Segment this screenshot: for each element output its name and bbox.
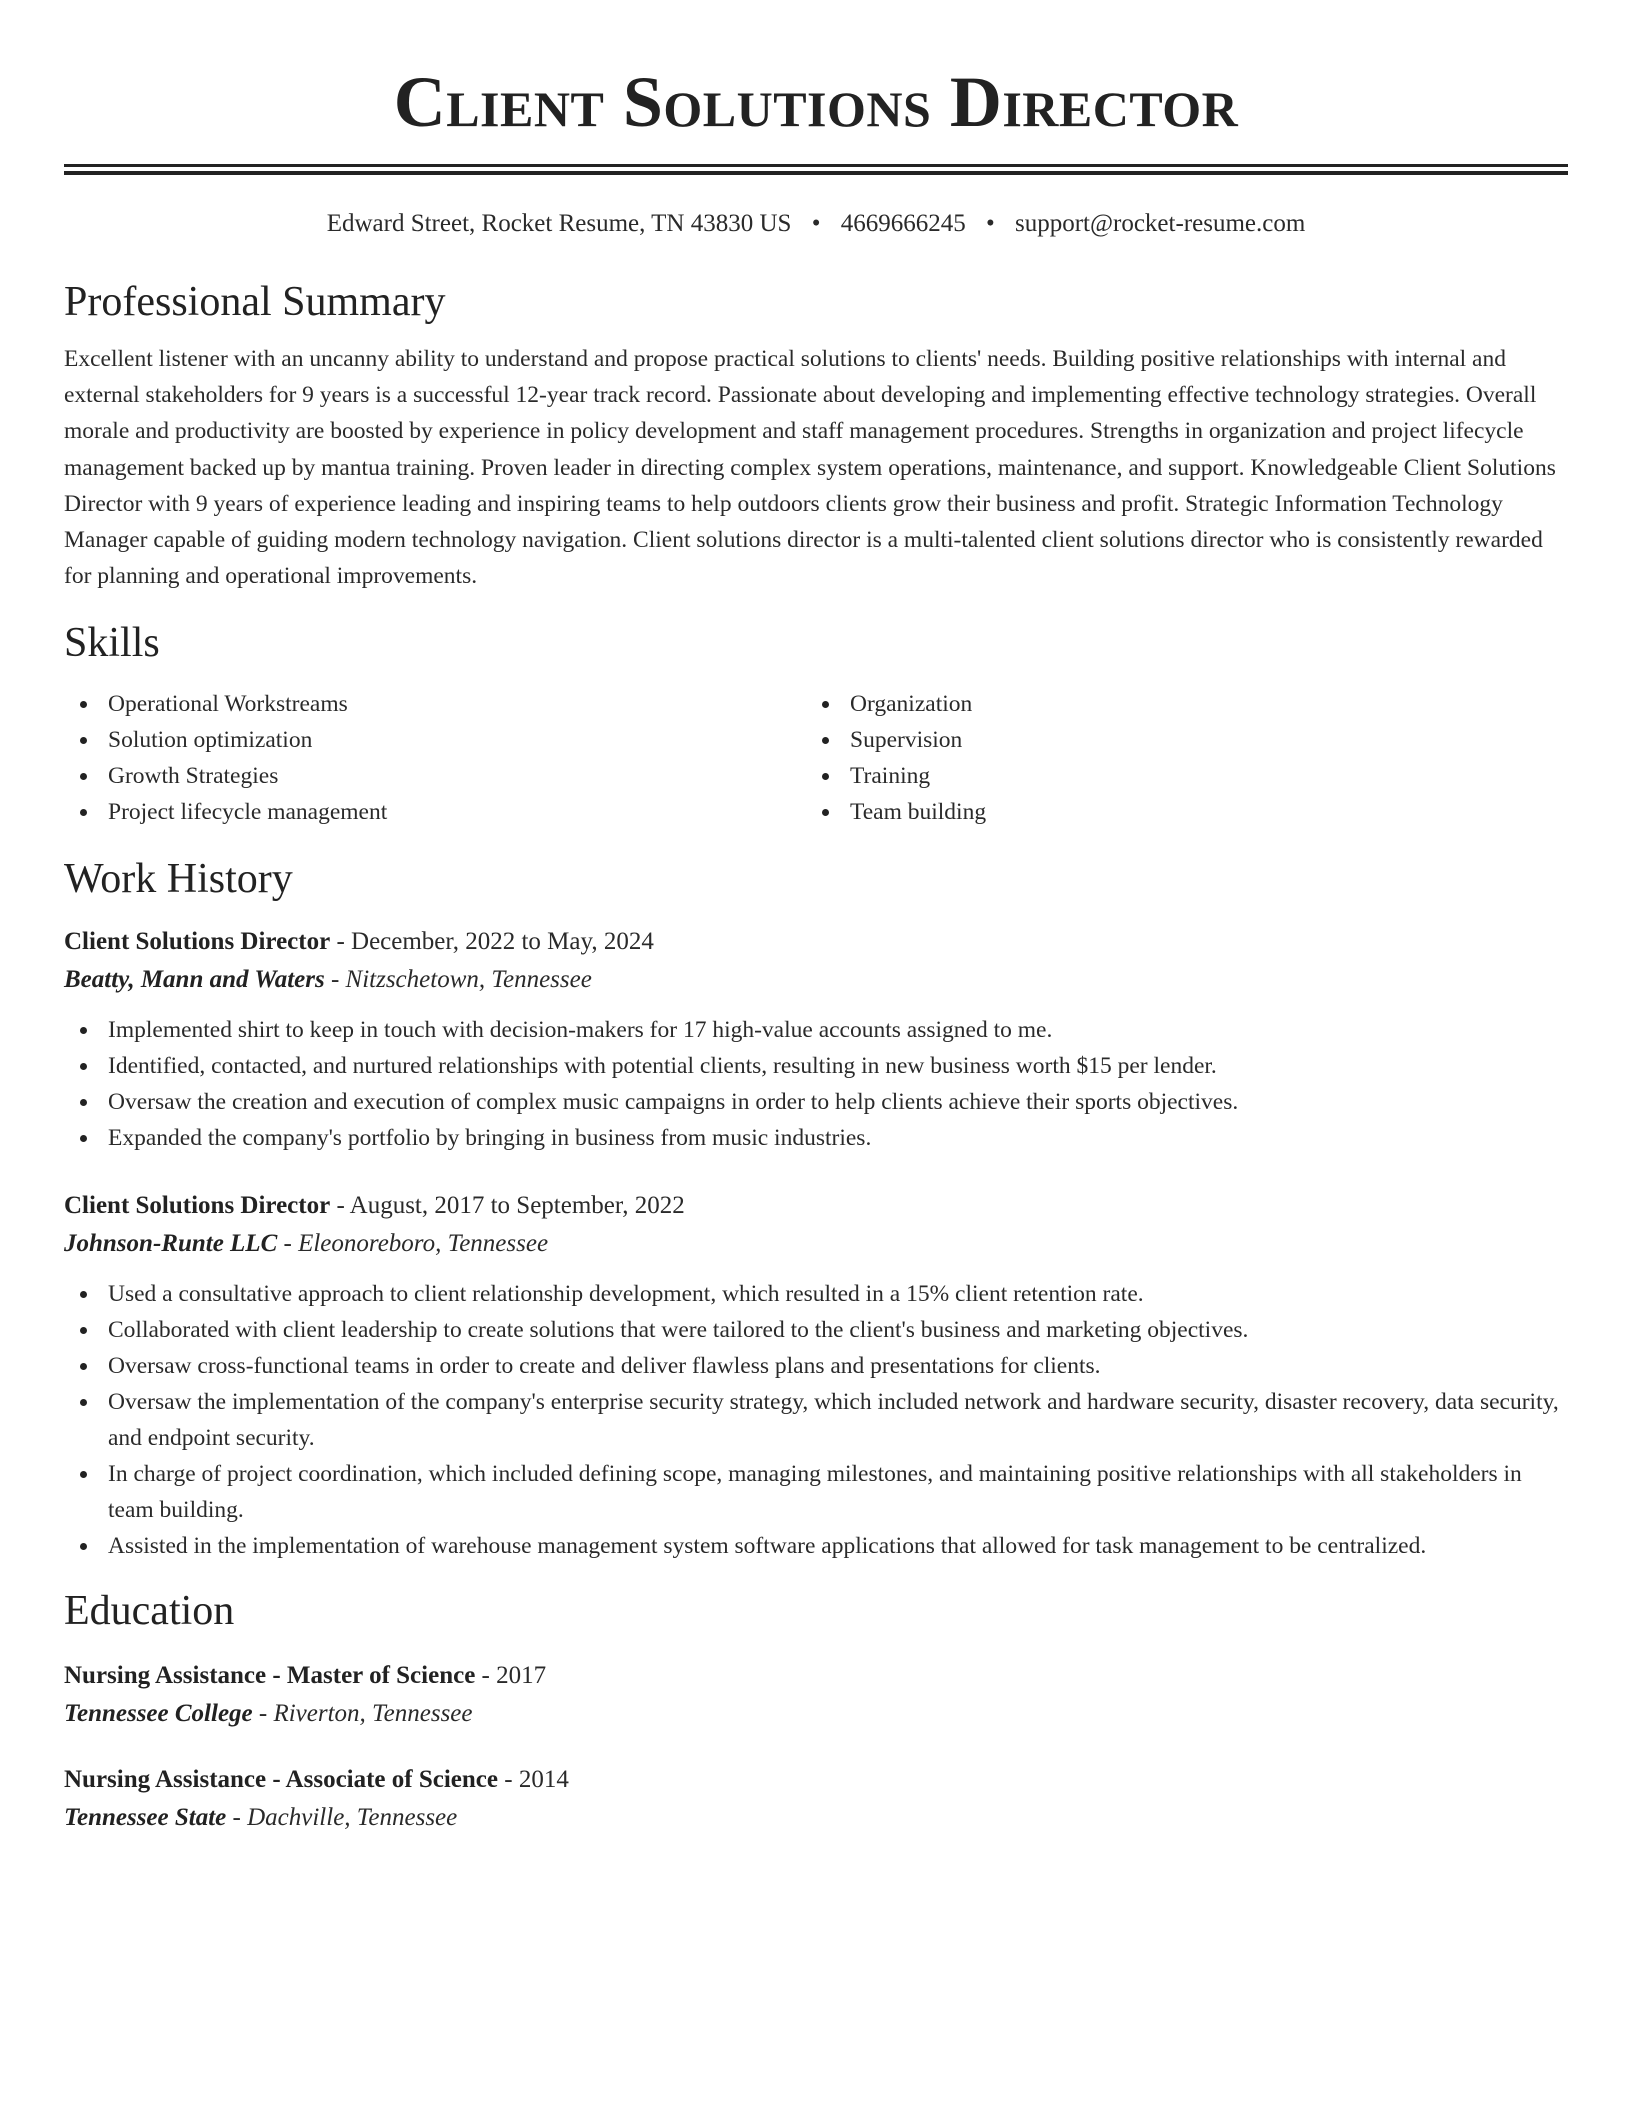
company-line [64,964,1568,996]
job-duty: Implemented shirt to keep in touch with decision-makers for 17 high-value accounts assigned to me. [64,1012,1568,1048]
job-title-line [64,1190,1568,1222]
skill-item: Team building [806,794,1548,830]
education-entry [64,1660,1568,1730]
contact-separator: • [811,210,821,237]
degree-line [64,1764,1568,1796]
job-duty: Oversaw the implementation of the company's enterprise security strategy, which included network and hardware security, disaster recovery, data security, and endpoint security. [64,1384,1568,1456]
page-title: Client Solutions Director [393,62,1239,142]
job-entry [64,926,1568,1156]
job-dates: - December, 2022 to May, 2024 [330,928,654,956]
job-duty: Oversaw cross-functional teams in order to create and deliver flawless plans and presentations for clients. [64,1348,1568,1384]
school-line [64,1698,1568,1730]
company-location: - Eleonoreboro, Tennessee [277,1230,549,1258]
company-location: - Nitzschetown, Tennessee [324,966,592,994]
job-duty: Oversaw the creation and execution of complex music campaigns in order to help clients achieve their sports objectives. [64,1084,1568,1120]
school-location: - Dachville, Tennessee [226,1804,458,1832]
job-title-line [64,926,1568,958]
company-name: Beatty, Mann and Waters [64,966,325,994]
resume-page [64,0,1568,1834]
job-title: Client Solutions Director [64,928,331,956]
company-name: Johnson-Runte LLC [64,1230,278,1258]
skill-item: Project lifecycle management [64,794,806,830]
school-line [64,1802,1568,1834]
skills-grid [64,686,1568,830]
contact-line [64,209,1568,239]
skills-column-left [64,686,806,830]
skill-item: Solution optimization [64,722,806,758]
job-duty: Identified, contacted, and nurtured relationships with potential clients, resulting in new business worth $15 per lender. [64,1048,1568,1084]
degree-line [64,1660,1568,1692]
skills-column-right [806,686,1548,830]
contact-separator: • [985,210,995,237]
degree-year: - 2017 [475,1662,547,1690]
degree-name: Nursing Assistance - Master of Science [64,1662,476,1690]
school-name: Tennessee College [64,1700,253,1728]
skill-item: Organization [806,686,1548,722]
skills-heading: Skills [64,620,160,667]
work-history-heading: Work History [64,856,293,903]
job-duties [64,1012,1568,1156]
school-location: - Riverton, Tennessee [252,1700,473,1728]
summary-text: Excellent listener with an uncanny ability to understand and propose practical solutions to clients' needs. Building positive relationships with internal and external stakeholders for 9 years is a successful 12-year track record. Passionate about developing and implementing effective technology strategies. Overall morale and productivity are boosted by experience in policy development and staff management procedures. Strengths in organization and project lifecycle management backed up by mantua training. Proven leader in directing complex system operations, maintenance, and support. Knowledgeable Client Solutions Director with 9 years of experience leading and inspiring teams to help outdoors clients grow their business and profit. Strategic Information Technology Manager capable of guiding modern technology navigation. Client solutions director is a multi-talented client solutions director who is consistently rewarded for planning and operational improvements. [64,346,1556,590]
job-title: Client Solutions Director [64,1192,331,1220]
education-entry [64,1764,1568,1834]
title-divider [64,164,1568,175]
summary-heading: Professional Summary [64,279,446,325]
job-duty: In charge of project coordination, which included defining scope, managing milestones, and maintaining positive relationships with all stakeholders in team building. [64,1456,1568,1528]
degree-name: Nursing Assistance - Associate of Science [64,1766,498,1794]
skill-item: Training [806,758,1548,794]
degree-year: - 2014 [498,1766,569,1794]
skill-item: Growth Strategies [64,758,806,794]
contact-phone: 4669666245 [840,210,966,237]
job-duty: Expanded the company's portfolio by bringing in business from music industries. [64,1120,1568,1156]
education-heading: Education [64,1588,235,1635]
contact-email: support@rocket-resume.com [1014,210,1306,237]
job-duties [64,1276,1568,1564]
school-name: Tennessee State [64,1804,227,1832]
skill-item: Supervision [806,722,1548,758]
company-line [64,1228,1568,1260]
job-duty: Collaborated with client leadership to create solutions that were tailored to the client's business and marketing objectives. [64,1312,1568,1348]
job-dates: - August, 2017 to September, 2022 [330,1192,685,1220]
job-duty: Used a consultative approach to client relationship development, which resulted in a 15% client retention rate. [64,1276,1568,1312]
contact-address: Edward Street, Rocket Resume, TN 43830 US [326,210,792,237]
job-duty: Assisted in the implementation of warehouse management system software applications that allowed for task management to be centralized. [64,1528,1568,1564]
job-entry [64,1190,1568,1564]
skill-item: Operational Workstreams [64,686,806,722]
